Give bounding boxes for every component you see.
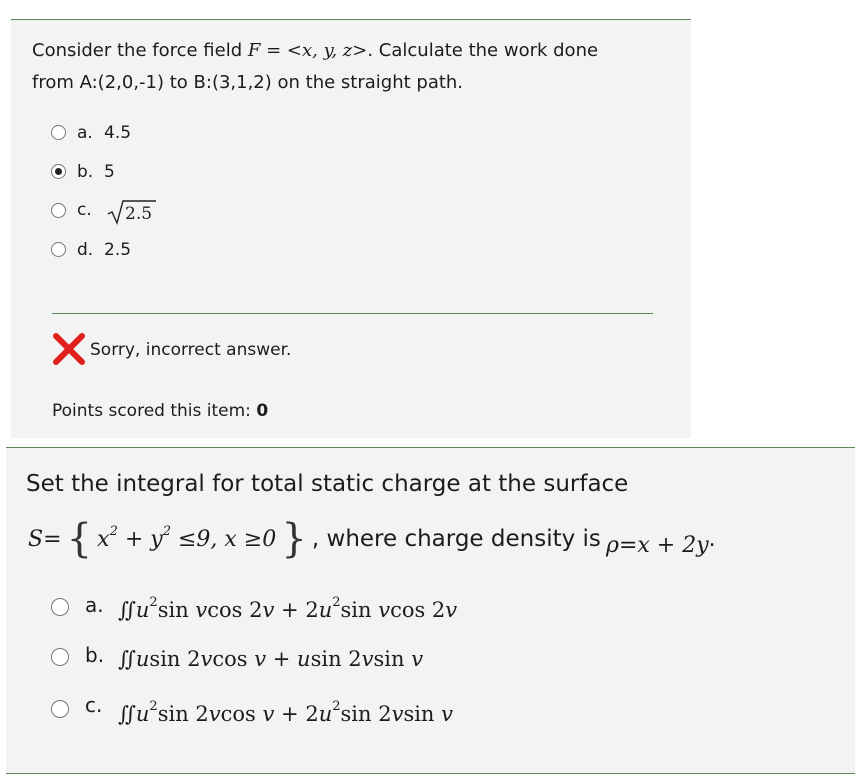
- density-suffix: .: [708, 527, 716, 552]
- question1-line2: from A:(2,0,-1) to B:(3,1,2) on the straight path.: [32, 72, 464, 93]
- option-c-math: $∬u^2\sin$ 2vcos $v + 2u^2\sin$ 2vsin v: [118, 699, 454, 726]
- question1-prefix: Consider the force field: [32, 40, 243, 61]
- radio-option-b[interactable]: [51, 164, 66, 179]
- feedback-message: Sorry, incorrect answer.: [90, 340, 292, 360]
- option-d-letter: d.: [77, 240, 94, 260]
- option-a-math: $∬u^2\sin$ vcos $2v + 2u^2\sin$ vcos 2v: [118, 595, 458, 622]
- points-value: 0: [256, 401, 269, 421]
- force-field-math: F = <x, y, z>: [247, 40, 368, 61]
- radio-option-a[interactable]: [51, 598, 69, 616]
- option-b-letter: b.: [85, 643, 105, 667]
- option-b-math: ∬usin 2vcos v + usin 2vsin v: [118, 647, 424, 671]
- red-x-icon: [52, 332, 86, 366]
- where-text: , where charge density is: [311, 526, 601, 552]
- radio-option-a[interactable]: [51, 125, 66, 140]
- option-b-value: 5: [104, 162, 115, 182]
- density-math: ρ=x + 2y: [606, 533, 709, 558]
- question2-line2: [28, 510, 716, 560]
- sqrt-2-5-math: [106, 198, 158, 226]
- option-a-letter: a.: [77, 123, 93, 143]
- option-b-letter: b.: [77, 162, 94, 182]
- radio-option-d[interactable]: [51, 242, 66, 257]
- question2-line1: Set the integral for total static charge at the surface: [26, 471, 629, 497]
- option-a-value: 4.5: [104, 123, 132, 143]
- radio-option-c[interactable]: [51, 700, 69, 718]
- left-brace: {: [66, 516, 93, 562]
- option-c-value: [106, 198, 158, 226]
- question1-line1: [32, 35, 598, 67]
- question1-suffix: . Calculate the work done: [367, 40, 599, 61]
- svg-text:2.5: 2.5: [125, 204, 153, 224]
- option-a-letter: a.: [85, 593, 104, 617]
- points-label: Points scored this item:: [52, 401, 251, 421]
- points-scored: [52, 401, 268, 421]
- set-lhs: S=: [28, 527, 62, 552]
- set-expression: $x^2 + y^2 \le 9$, x ≥0: [97, 524, 277, 552]
- bottom-rule: [6, 773, 855, 774]
- right-brace: }: [281, 516, 307, 562]
- radio-option-b[interactable]: [51, 648, 69, 666]
- option-c-letter: c.: [85, 693, 103, 717]
- option-c-letter: c.: [77, 200, 92, 220]
- feedback-divider: [52, 313, 653, 314]
- radio-option-c[interactable]: [51, 203, 66, 218]
- option-d-value: 2.5: [104, 240, 132, 260]
